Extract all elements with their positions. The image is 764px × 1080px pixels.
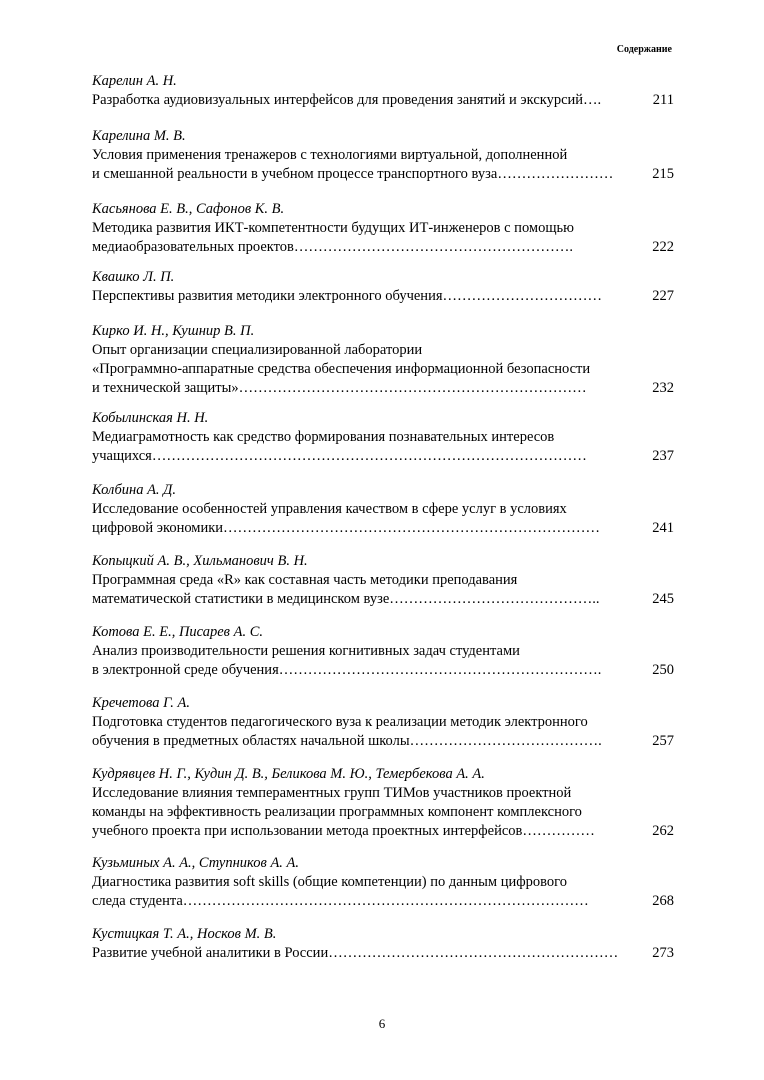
toc-entry-title-line: Программная среда «R» как составная часть методики преподавания [92, 572, 518, 588]
toc-entry-title-line: Медиаграмотность как средство формирования познавательных интересов [92, 429, 555, 445]
toc-entry-title-line: команды на эффективность реализации программных компонент комплексного [92, 804, 582, 820]
toc-entry-page-number: 268 [652, 893, 674, 909]
toc-entry-title-line: математической статистики в медицинском вузе…………………………………….. [92, 591, 600, 607]
toc-entry-title-line: и смешанной реальности в учебном процессе транспортного вуза…………………… [92, 166, 614, 182]
toc-entry-title-line: Подготовка студентов педагогического вуза к реализации методик электронного [92, 714, 588, 730]
toc-entry-title-line: и технической защиты»……………………………………………………………… [92, 380, 587, 396]
toc-entry-page-number: 232 [652, 380, 674, 396]
toc-entry-title-line: Диагностика развития soft skills (общие компетенции) по данным цифрового [92, 874, 567, 890]
toc-entry-page-number: 211 [652, 92, 674, 108]
toc-entry-page-number: 227 [652, 288, 674, 304]
toc-entry-authors: Кирко И. Н., Кушнир В. П. [92, 323, 255, 339]
toc-entry-title-line: Опыт организации специализированной лаборатории [92, 342, 423, 358]
toc-entry-page-number: 245 [652, 591, 674, 607]
toc-entry-title-line: Условия применения тренажеров с технологиями виртуальной, дополненной [92, 147, 568, 163]
toc-entry-authors: Копыцкий А. В., Хильманович В. Н. [92, 553, 308, 569]
toc-entry-title-line: Анализ производительности решения когнитивных задач студентами [92, 643, 520, 659]
toc-entry-authors: Колбина А. Д. [92, 482, 177, 498]
toc-entry [92, 694, 674, 751]
running-header: Содержание [616, 44, 672, 55]
toc-entry-title-line: Исследование особенностей управления качеством в сфере услуг в условиях [92, 501, 567, 517]
toc-entry [92, 481, 674, 538]
toc-entry-authors: Котова Е. Е., Писарев А. С. [92, 624, 263, 640]
toc-entry [92, 200, 674, 257]
toc-entry-authors: Карелина М. В. [92, 128, 186, 144]
toc-entry-title-line: Методика развития ИКТ-компетентности будущих ИТ-инженеров с помощью [92, 220, 574, 236]
toc-entry-page-number: 222 [652, 239, 674, 255]
toc-entry-page-number: 237 [652, 448, 674, 464]
toc-entry-authors: Кудрявцев Н. Г., Кудин Д. В., Беликова М. Ю., Темербекова А. А. [92, 766, 485, 782]
toc-entry [92, 72, 674, 110]
toc-entry [92, 127, 674, 184]
toc-entry-page-number: 241 [652, 520, 674, 536]
toc-entry [92, 409, 674, 466]
toc-entry-title-line: Перспективы развития методики электронного обучения…………………………… [92, 288, 602, 304]
toc-entry-title-line: учебного проекта при использовании метода проектных интерфейсов…………… [92, 823, 595, 839]
toc-entry-title-line: Развитие учебной аналитики в России…………………………………………………… [92, 945, 619, 961]
toc-entry-title-line: цифровой экономики…………………………………………………………………… [92, 520, 601, 536]
toc-entry [92, 322, 674, 398]
toc-entry-authors: Карелин А. Н. [92, 73, 177, 89]
toc-entry-page-number: 273 [652, 945, 674, 961]
toc-entry-title-line: Исследование влияния темпераментных групп ТИМов участников проектной [92, 785, 572, 801]
toc-entry [92, 623, 674, 680]
toc-entry [92, 765, 674, 841]
toc-entry-title-line: обучения в предметных областях начальной школы…………………………………. [92, 733, 602, 749]
toc-entry-page-number: 257 [652, 733, 674, 749]
toc-entry-authors: Кустицкая Т. А., Носков М. В. [92, 926, 277, 942]
toc-entry-title-line: Разработка аудиовизуальных интерфейсов для проведения занятий и экскурсий…. [92, 92, 602, 108]
toc-entry [92, 925, 674, 963]
toc-entry-authors: Кузьминых А. А., Ступников А. А. [92, 855, 300, 871]
toc-entry-page-number: 262 [652, 823, 674, 839]
toc-entry-authors: Кобылинская Н. Н. [92, 410, 209, 426]
toc-entry [92, 268, 674, 306]
toc-entry-authors: Кречетова Г. А. [92, 695, 190, 711]
toc-entry [92, 552, 674, 609]
toc-entry-title-line: учащихся……………………………………………………………………………… [92, 448, 587, 464]
toc-entry-title-line: медиаобразовательных проектов…………………………………………………. [92, 239, 574, 255]
toc-entry-authors: Касьянова Е. В., Сафонов К. В. [92, 201, 285, 217]
page-number: 6 [378, 1016, 386, 1031]
toc-entry-title-line: в электронной среде обучения…………………………………………………………. [92, 662, 602, 678]
toc-entry-title-line: следа студента………………………………………………………………………… [92, 893, 589, 909]
toc-entry-title-line: «Программно-аппаратные средства обеспечения информационной безопасности [92, 361, 591, 377]
toc-entry [92, 854, 674, 911]
toc-entry-page-number: 250 [652, 662, 674, 678]
toc-entry-authors: Квашко Л. П. [92, 269, 175, 285]
toc-entry-page-number: 215 [652, 166, 674, 182]
